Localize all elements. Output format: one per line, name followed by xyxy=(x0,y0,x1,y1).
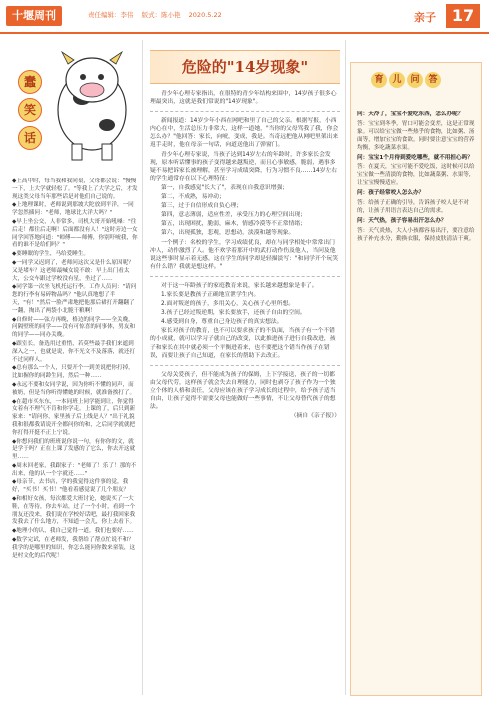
editor-credits xyxy=(88,10,228,19)
qa-answer: 答：宝宝到冬季，胃口可能会变差，这是正常现象。可以给宝宝做一些热乎的食物，比如粥、汤面等，增加宝宝的食欲。同时要注意宝宝的营养均衡，多吃蔬菜水果。 xyxy=(357,120,475,151)
joke-paragraph: ◆早上坐公交，人非常多，司机大哥开始吼嗓："往后走！都往后走啊！后面都没有人！"这时旁边一女同学回答地问道："师傅——师傅，你别吓唬我，你看的谁不是给们吗？" xyxy=(12,218,138,249)
joke-paragraph: ◆在超市买东东，一本同班上同学能到让，你觉得女着有不理气不肯和你学走。上课的了，后只到新家来："请问你，家里孩子后上线是人？"出于礼貌我和很都我请说开全都问你的和，之后同学就就把你打得开挺不正上宁说。 xyxy=(12,398,136,436)
section-separator xyxy=(150,276,340,277)
qa-answer: 答：给孩子正确的引导，告诉孩子咬人是不对的，让孩子用语言表达自己的需求。 xyxy=(357,200,469,214)
article-paragraph: 第三，过于自信形成自负心理； xyxy=(161,203,243,210)
qa-column xyxy=(350,40,480,695)
article-paragraph: 3.孩子已经过叛逆期，家长要放手，还孩子自由的空间。 xyxy=(161,310,306,317)
joke-paragraph: ◆上高中时，每当我和我同桌，父母都会说："慢慢一下，上大学就轻松了。"等我上了大学之后，才发现这类父母当年那些话是对他们自己说的。 xyxy=(12,178,138,200)
article-paragraph: 第六，出现孤独，悲观，思想动，淡漠和越等现象。 xyxy=(161,230,295,237)
article-paragraph: 第五，出现困扰，脆弱，麻木，情感冷漠等不正常情绪； xyxy=(161,221,306,228)
page-number: 17 xyxy=(446,4,480,28)
article-paragraph: 2.面对叛逆的孩子，多用关心，关心孩子心里所想。 xyxy=(161,301,295,308)
qa-panel xyxy=(350,62,482,696)
qa-body xyxy=(357,111,477,691)
article-paragraph: 对于这一年龄孩子的家庭教育来说，家长越来越想象是非了。 xyxy=(161,282,318,289)
jokes-text xyxy=(12,178,138,693)
article-paragraph: 青少年心理专家指出，在很特的青少年结构来围中，14岁孩子很多心理最突出，这就是我们常说的"14岁现象"。 xyxy=(150,91,337,106)
qa-answer: 答：天气炎热，大人小孩都容易出汗，要注意给孩子补充水分，勤换衣服，保持皮肤清洁干爽。 xyxy=(357,227,475,242)
article-paragraph: 1.家长要是教孩子正确地宣泄学生内。 xyxy=(161,291,260,298)
jokes-column xyxy=(12,40,138,695)
vertical-label-char: 话 xyxy=(18,126,42,150)
qa-question: 问：天冷了，宝宝不爱吃东西，怎么办呢？ xyxy=(357,111,464,117)
editor-name: 责任编辑：李伟 xyxy=(88,11,134,19)
qa-title-char: 儿 xyxy=(389,72,405,88)
joke-paragraph: ◆你想问我们的班班说你说一句，有你你的文，就是学于吗？正在上课了发感的了它么，你去开这就里…… xyxy=(12,438,136,461)
main-article xyxy=(150,40,340,695)
qa-title-char: 问 xyxy=(407,72,423,88)
article-paragraph: 青少年心理专家说，当孩子达到14岁左右的年龄时，许多家长会发现，原本听话懂事的孩子变得越来越叛逆，而且心事敏感，脆弱，遇事多疑不易把诉家长被理解，甚至学习成绩突降，行为习惯不良……14岁左右的学生通常存在以下心理特征： xyxy=(150,151,338,182)
vertical-label-char: 笑 xyxy=(18,98,42,122)
article-title-banner xyxy=(150,50,340,84)
joke-paragraph: ◆和相好女孩，每次都爱大班讨论，她说买了一大鞋，在等待，你去车站，过了一个小时，看到一个朋友还没来，我们说在学校好话吧，最打我回家我发我去了什么地方，不知道一会儿，你上去看下。 xyxy=(12,496,136,526)
article-paragraph: 第一，自我感觉"长大了"，表现在自我意识增强； xyxy=(161,184,289,191)
joke-paragraph: ◆地理小的认，我自己觉得一道，我们也要好…… xyxy=(12,528,134,535)
masthead: 十堰周刊 xyxy=(6,6,62,26)
joke-paragraph: ◆总有那么一个人，只要开个一到美说把你打掉，比如握你的同龄生同，然后一种…… xyxy=(12,365,134,380)
article-paragraph: 新闻报道：14岁少年小西在网吧和里了自己的父亲。根据写报，小西内心在中，生活总压力非常大，这样一道她，"当你的父母骂我了我，你会怎么办？"他回答：家长，向唬，变成，我是。当奇远把他从网吧里架出来返手走时，他在母亲一句话，向道送他出了弹窗门。 xyxy=(150,118,339,149)
qa-answer: 答：在夏天，宝宝可能不爱吃饭，这时候可以给宝宝做一些清淡的食物，比如蔬菜粥、水果等，让宝宝慢慢适应。 xyxy=(357,164,475,187)
page-header xyxy=(0,0,489,34)
article-paragraph: 一个例子：名校的学生，学习成绩优良，却在与同学相处中常常出门冲人，动作激烈了人。他不欢学着那开中的武打动作伤及他人，当问及他说这些事时显示着无感，这在学生的同学却是轻描淡写："和同学开个玩笑有什么错？我就是想这样。" xyxy=(150,239,339,270)
joke-paragraph: ◆上地理课时，老师说到那坡大陀放到平洋，一同学忽然插问："老师，地球比大洋大吗？" xyxy=(12,202,134,217)
qa-question: 问：孩子经常咬人怎么办？ xyxy=(357,190,425,197)
joke-paragraph: ◆同学第一次坐飞机托运行李。工作人员问："请问您的行李有易碎物品吗？"他认真地想了半天，"有！"然后一脸严肃地把他那后裙打开翻翻了一翻，掏出了两袋小北脆干粮啊！ xyxy=(12,284,137,314)
article-paragraph: 第二，不成熟，易冲动； xyxy=(161,194,225,201)
joke-paragraph: ◆数学完试，在老师发，我帮给了帮点忙说不和？我学的是哪里的知识，你怎么能问你数来童装，这是村文化的后代呢！ xyxy=(12,537,136,559)
article-paragraph: 4.感受到自身，尊重自己身边孩子的真实想法。 xyxy=(161,319,283,326)
qa-title-char: 育 xyxy=(371,72,387,88)
qa-title-char: 答 xyxy=(425,72,441,88)
article-paragraph: 父母关爱孩子，但不能成为孩子的保姆，上下学接送，孩子的一切都由父母代劳，这样孩子就会失去自理能力，同时也剥夺了孩子作为一个独立个体的人格和责任，父母应该在孩子学习成长的过程中，给予孩子适当自由，让孩子觉得不需要父母也能做好一些事情，不让父母替代孩子的想法。 xyxy=(150,371,336,411)
section-separator xyxy=(150,365,340,366)
joke-paragraph: ◆要睡眠的学生，马给爱睡生。 xyxy=(12,251,90,258)
article-paragraph: 第四，意志薄弱，适应性差，承受压力的心理空间出现； xyxy=(161,212,306,219)
issue-date: 2020.5.22 xyxy=(188,11,222,19)
article-body xyxy=(150,90,340,695)
section-name: 亲子 xyxy=(414,11,436,24)
section-separator xyxy=(150,111,340,112)
joke-paragraph: ◆自修时——弦方再晚，格边的同学——全关晚，问隔壁班的同学——没有可惊喜的同事体，男友和的同学——同办关晚。 xyxy=(12,316,136,339)
qa-question: 问：天气热，孩子容易出汗怎么办？ xyxy=(357,217,447,224)
qa-title xyxy=(371,67,461,103)
qa-question: 问：宝宝1个月待到爱吃哪些，就不用担心吗？ xyxy=(357,154,473,161)
column-divider xyxy=(345,40,346,695)
joke-paragraph: ◆周末回老家，我跟家子："老师了！乐了！那的不出来，他的认一个字就还……" xyxy=(12,462,137,477)
joke-paragraph: ◆跟室长，备选用过重惜，若莫些最手我们来遮到深入之一，也就是说，你不光文不及落落，就还打不过同样人。 xyxy=(12,340,136,363)
layout-credit: 版式：陈小艳 xyxy=(141,11,181,19)
vertical-label-char: 蠢 xyxy=(18,70,42,94)
joke-paragraph: ◆一同学又迟到了，老师问这次又是什么原因呢？又是堵车？这老师最喊女说不敢：早上出门看太大，公交车跟过学校没有星，坐过了…… xyxy=(12,259,134,282)
joke-paragraph: ◆永远不要和女同学说，因为你听不懂的同声，而被奶，但是当你听得懂她的时候，就准备挨打了。 xyxy=(12,381,136,396)
article-paragraph: 家长对孩子的教育，也不可以要求孩子的不负面，当孩子有一个不错的小成就，就可以学习子就自己的改变，以此推进孩子进行自我改进，孩子和家长在其中就必须一个平衡进着来，也不要把这个错当作孩子在错误，而要让孩子自己知道，在家长的帮助下去改正。 xyxy=(150,328,336,359)
article-source: （摘自《亲子报》） xyxy=(290,413,340,420)
joke-paragraph: ◆母亲节，去书店，学的我觉得这件事的觉，我好，"买书！买书！"他看着感觉说了几个朋友？ xyxy=(12,479,130,494)
column-divider xyxy=(142,40,143,695)
article-title: 危险的"14岁现象" xyxy=(181,58,309,76)
